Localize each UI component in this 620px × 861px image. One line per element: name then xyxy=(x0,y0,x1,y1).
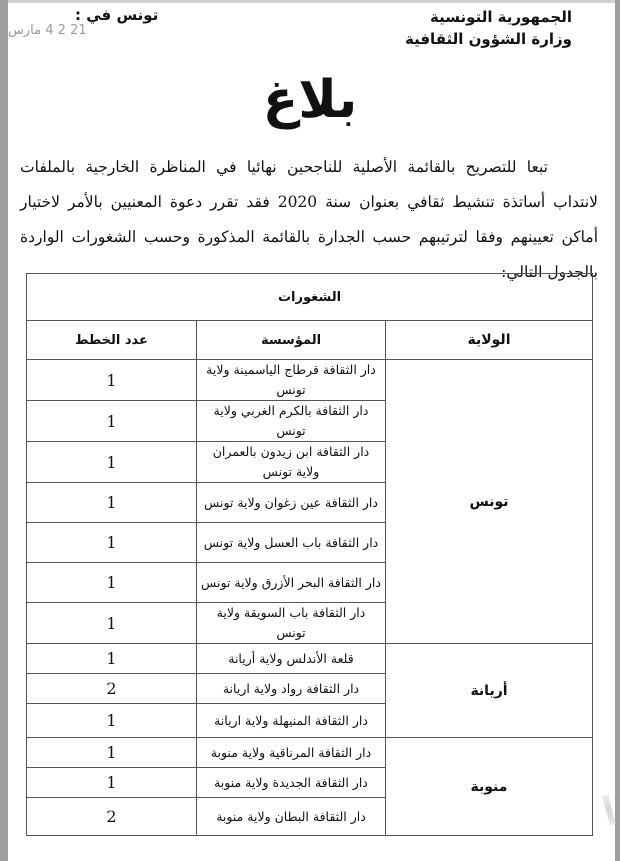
position-count-cell: 1 xyxy=(27,483,197,523)
table-row xyxy=(27,644,593,674)
position-count-cell: 1 xyxy=(27,401,197,442)
vacancies-table xyxy=(26,273,593,836)
position-count-cell: 1 xyxy=(27,563,197,603)
institution-cell: دار الثقافة بالكرم الغربي ولاية تونس xyxy=(197,401,386,442)
column-header-wilaya: الولاية xyxy=(386,321,593,360)
institution-cell: دار الثقافة ابن زيدون بالعمران ولاية تونس xyxy=(197,442,386,483)
position-count-cell: 2 xyxy=(27,798,197,836)
ministry-name: وزارة الشؤون الثقافية xyxy=(405,30,572,48)
institution-cell: قلعة الأندلس ولاية أريانة xyxy=(197,644,386,674)
column-header-institution: المؤسسة xyxy=(197,321,386,360)
wilaya-cell: أريانة xyxy=(386,644,593,738)
institution-cell: دار الثقافة البطان ولاية منوبة xyxy=(197,798,386,836)
position-count-cell: 1 xyxy=(27,738,197,768)
position-count-cell: 1 xyxy=(27,603,197,644)
table-row xyxy=(27,738,593,768)
document-title: بلاغ xyxy=(262,70,358,130)
institution-cell: دار الثقافة عين زغوان ولاية تونس xyxy=(197,483,386,523)
paragraph-text: تبعا للتصريح بالقائمة الأصلية للناجحين نهائيا في المناظرة الخارجية بالملفات لانتداب أساتذة تنشيط ثقافي بعنوان سنة 2020 فقد تقرر دعوة المعنيين بالأمر لاختيار أماكن تعيينهم وفقا لترتيبهم حسب الجدارة بالقائمة المذكورة وحسب الشغورات الواردة بالجدول التالي: xyxy=(20,158,598,281)
institution-cell: دار الثقافة المرناقية ولاية منوبة xyxy=(197,738,386,768)
institution-cell: دار الثقافة باب السويقة ولاية تونس xyxy=(197,603,386,644)
place-label: تونس في : xyxy=(75,6,159,24)
position-count-cell: 1 xyxy=(27,644,197,674)
position-count-cell: 1 xyxy=(27,442,197,483)
scan-border-top xyxy=(8,0,615,3)
position-count-cell: 1 xyxy=(27,360,197,401)
wilaya-cell: منوبة xyxy=(386,738,593,836)
letterhead xyxy=(405,6,572,50)
republic-name: الجمهورية التونسية xyxy=(430,8,572,26)
position-count-cell: 1 xyxy=(27,704,197,738)
table-row xyxy=(27,360,593,401)
date-stamp: 21 2 4 مارس xyxy=(8,23,87,38)
institution-cell: دار الثقافة المنيهلة ولاية اريانة xyxy=(197,704,386,738)
institution-cell: دار الثقافة قرطاج الياسمينة ولاية تونس xyxy=(197,360,386,401)
scan-mark xyxy=(602,795,616,826)
institution-cell: دار الثقافة رواد ولاية اريانة xyxy=(197,674,386,704)
announcement-paragraph xyxy=(20,150,598,290)
institution-cell: دار الثقافة البحر الأزرق ولاية تونس xyxy=(197,563,386,603)
position-count-cell: 2 xyxy=(27,674,197,704)
position-count-cell: 1 xyxy=(27,768,197,798)
column-header-count: عدد الخطط xyxy=(27,321,197,360)
institution-cell: دار الثقافة باب العسل ولاية تونس xyxy=(197,523,386,563)
institution-cell: دار الثقافة الجديدة ولاية منوبة xyxy=(197,768,386,798)
position-count-cell: 1 xyxy=(27,523,197,563)
wilaya-cell: تونس xyxy=(386,360,593,644)
table-section-header: الشغورات xyxy=(27,274,593,321)
